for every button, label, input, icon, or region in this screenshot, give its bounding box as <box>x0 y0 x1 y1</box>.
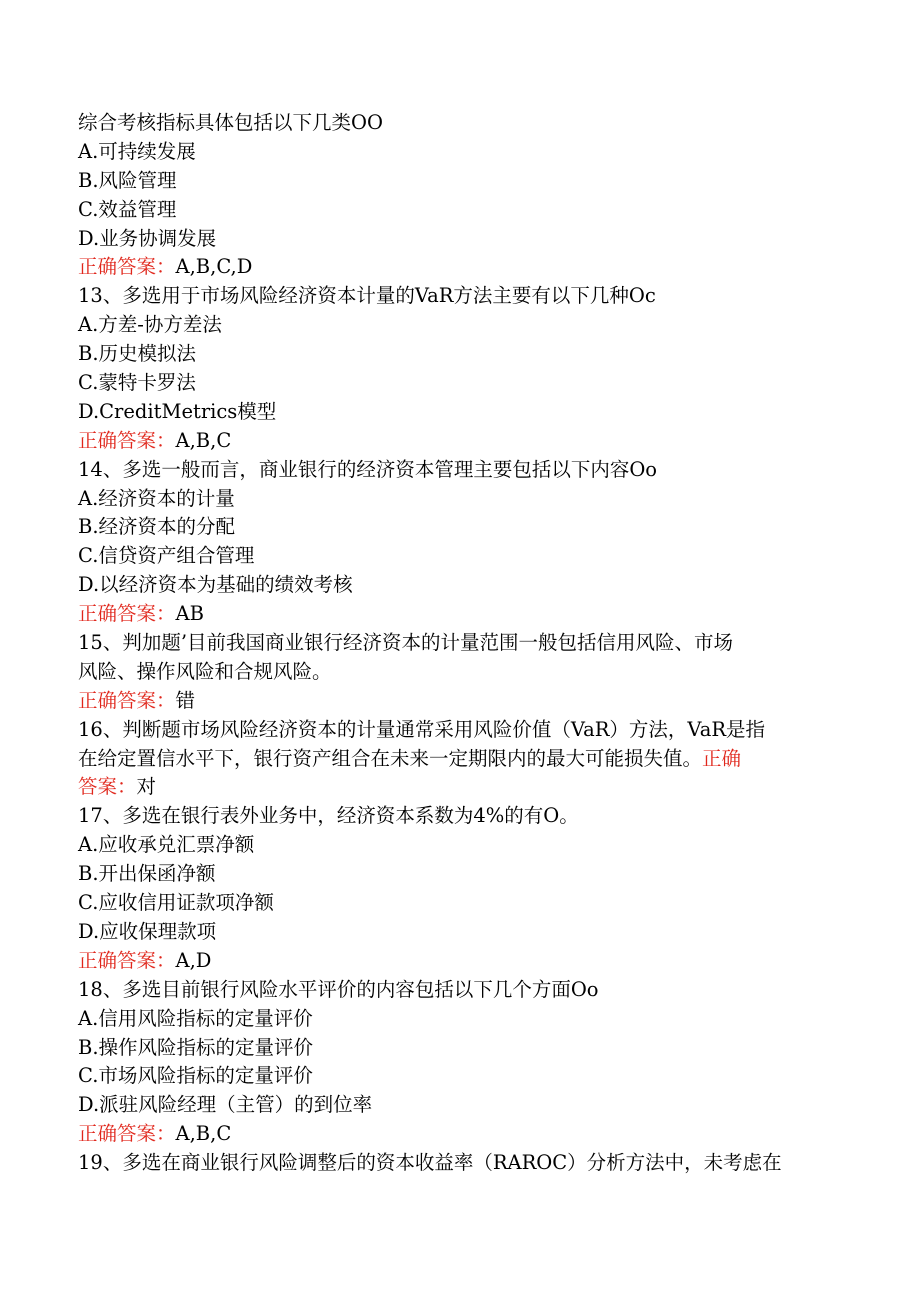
answer-label-end: 答案： <box>78 775 137 799</box>
question-text: 19、多选在商业银行风险调整后的资本收益率（RAROC）分析方法中，未考虑在 <box>78 1151 782 1175</box>
option-d: D.以经济资本为基础的绩效考核 <box>78 573 353 597</box>
answer-label-start: 正确 <box>702 746 742 770</box>
answer-line <box>78 600 838 629</box>
option-b: B.经济资本的分配 <box>78 515 236 539</box>
option-b: B.风险管理 <box>78 168 177 192</box>
answer-line <box>78 773 838 802</box>
option-a: A.方差-协方差法 <box>78 313 222 337</box>
question-text: 14、多选一般而言，商业银行的经济资本管理主要包括以下内容Oo <box>78 457 658 481</box>
option-a: A.可持续发展 <box>78 139 196 163</box>
question-text-line-1: 15、判加题’目前我国商业银行经济资本的计量范围一般包括信用风险、市场 <box>78 631 734 655</box>
answer-line <box>78 1120 838 1149</box>
option-a: A.信用风险指标的定量评价 <box>78 1006 313 1030</box>
option-a: A.应收承兑汇票净额 <box>78 833 255 857</box>
answer-line <box>78 427 838 456</box>
option-b: B.操作风险指标的定量评价 <box>78 1035 314 1059</box>
question-text: 13、多选用于市场风险经济资本计量的VaR方法主要有以下几种Oc <box>78 284 656 308</box>
option-b: B.开出保函净额 <box>78 862 216 886</box>
question-text-line-2 <box>78 745 838 774</box>
answer-value: 错 <box>175 688 196 712</box>
question-text-line-2: 风险、操作风险和合规风险。 <box>78 659 332 683</box>
answer-line <box>78 253 838 282</box>
answer-line <box>78 947 838 976</box>
answer-label: 正确答案： <box>78 688 176 712</box>
answer-value: A,B,C,D <box>175 255 253 279</box>
answer-value: A,D <box>175 948 212 972</box>
answer-value: 对 <box>136 775 157 799</box>
answer-label: 正确答案： <box>78 428 176 452</box>
answer-label: 正确答案： <box>78 255 176 279</box>
question-text: 综合考核指标具体包括以下几类OO <box>78 111 383 134</box>
option-d: D.CreditMetrics模型 <box>78 399 277 423</box>
option-b: B.历史模拟法 <box>78 342 197 366</box>
answer-label: 正确答案： <box>78 1122 176 1146</box>
question-text: 17、多选在银行表外业务中，经济资本系数为4%的有O。 <box>78 804 579 828</box>
option-c: C.效益管理 <box>78 197 177 221</box>
option-d: D.应收保理款项 <box>78 919 217 943</box>
option-d: D.派驻风险经理（主管）的到位率 <box>78 1093 373 1117</box>
answer-value: A,B,C <box>175 428 232 452</box>
question-text: 18、多选目前银行风险水平评价的内容包括以下几个方面Oo <box>78 977 599 1001</box>
answer-value: AB <box>175 602 204 626</box>
option-c: C.应收信用证款项净额 <box>78 891 274 915</box>
answer-label: 正确答案： <box>78 948 176 972</box>
answer-line <box>78 687 838 716</box>
option-c: C.蒙特卡罗法 <box>78 371 196 395</box>
option-a: A.经济资本的计量 <box>78 486 235 510</box>
question-text-tail: 在给定置信水平下，银行资产组合在未来一定期限内的最大可能损失值。 <box>78 746 703 770</box>
question-list <box>78 109 838 1178</box>
answer-label: 正确答案： <box>78 602 176 626</box>
option-d: D.业务协调发展 <box>78 226 217 250</box>
question-text-line-1: 16、判断题市场风险经济资本的计量通常采用风险价值（VaR）方法，VaR是指 <box>78 717 766 741</box>
option-c: C.市场风险指标的定量评价 <box>78 1064 313 1088</box>
answer-value: A,B,C <box>175 1122 232 1146</box>
option-c: C.信贷资产组合管理 <box>78 544 255 568</box>
